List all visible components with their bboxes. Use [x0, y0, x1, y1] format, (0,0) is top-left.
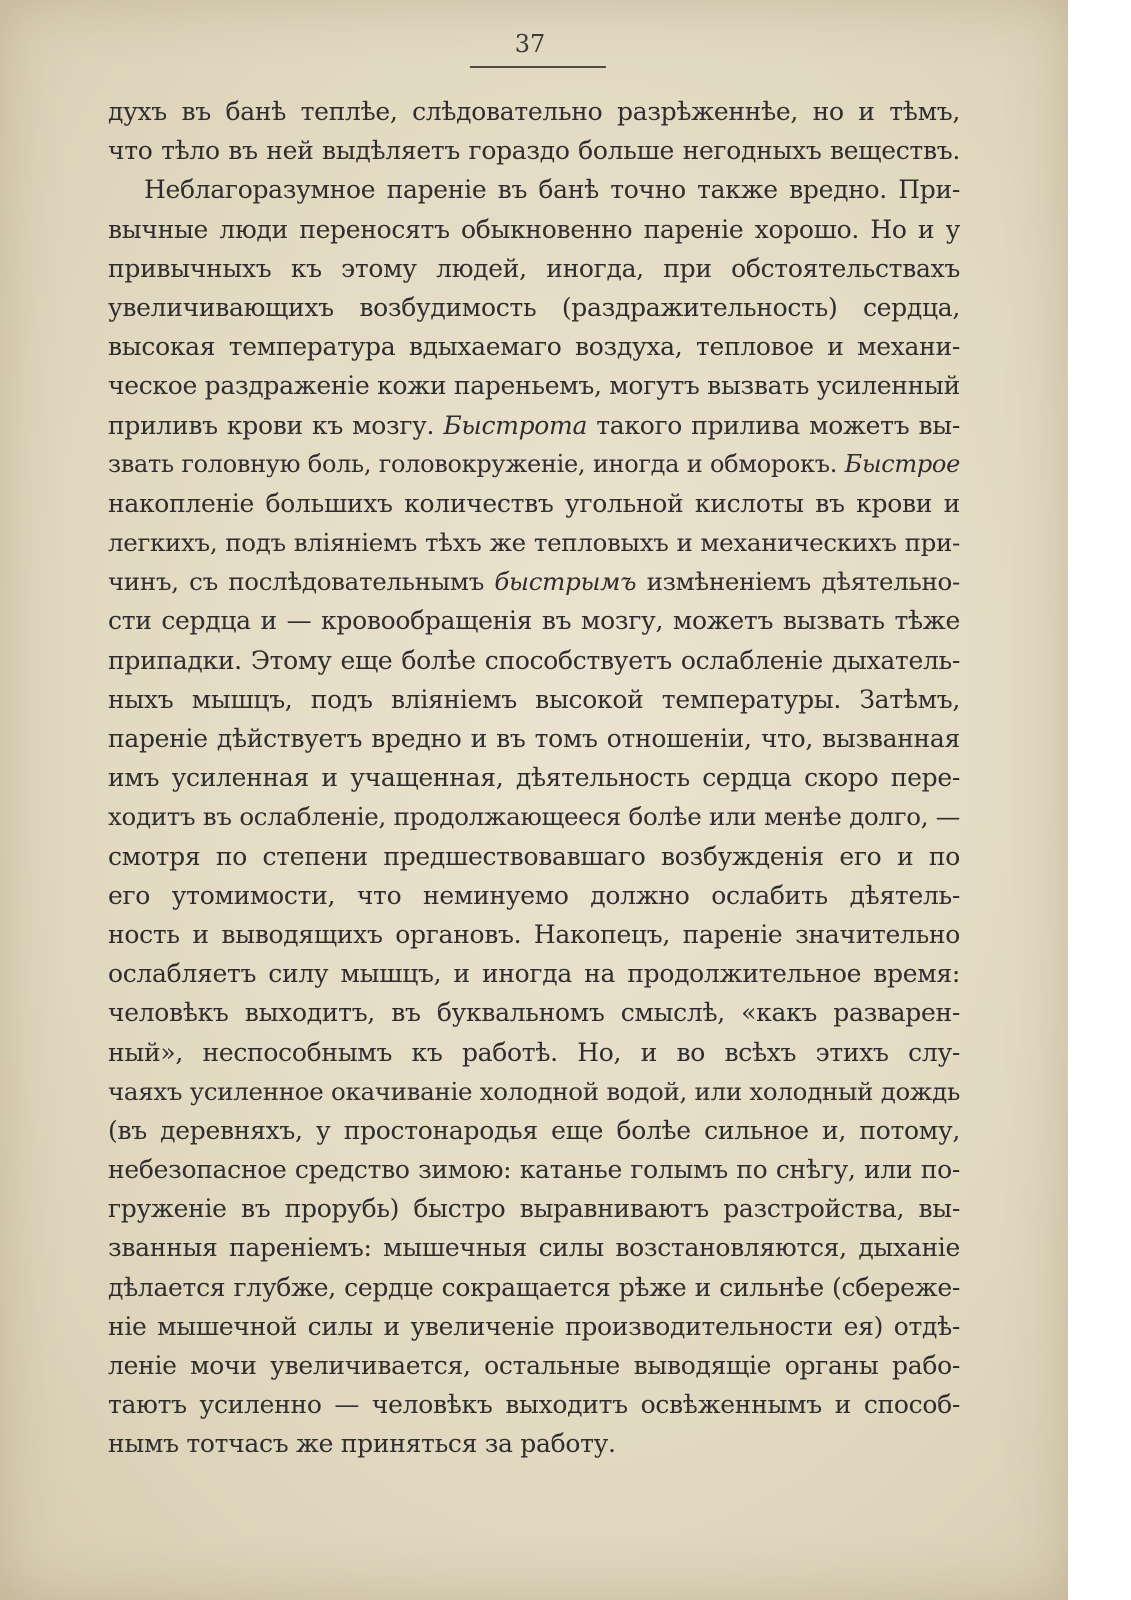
italic-phrase: Быстрота: [443, 410, 588, 440]
page-number: 37: [514, 30, 546, 58]
text-line: званныя пареніемъ: мышечныя силы возстановляются, дыханіе: [108, 1233, 960, 1263]
text-line: ходитъ въ ослабленіе, продолжающееся болѣе или менѣе долго, —: [108, 802, 960, 832]
line-segment: звать головную боль, головокруженіе, иногда и обморокъ.: [108, 449, 838, 478]
text-line: [108, 445, 960, 484]
text-line: имъ усиленная и учащенная, дѣятельность сердца скоро пере-: [108, 763, 960, 793]
line-segment: приливъ крови къ мозгу.: [108, 410, 435, 440]
body-text: [108, 92, 960, 1572]
text-line: леніе мочи увеличивается, остальные выводящіе органы рабо-: [108, 1351, 960, 1380]
text-line: (въ деревняхъ, у простонародья еще болѣе сильное и, потому,: [108, 1115, 960, 1145]
text-line: человѣкъ выходитъ, въ буквальномъ смыслѣ, «какъ разварен-: [108, 998, 960, 1028]
text-line: чаяхъ усиленное окачиваніе холодной водой, или холодный дождь: [108, 1076, 960, 1106]
text-line: что тѣло въ ней выдѣляетъ гораздо больше негодныхъ веществъ.: [108, 136, 960, 166]
text-line: увеличивающихъ возбудимость (раздражительность) сердца,: [108, 292, 960, 322]
text-line: таютъ усиленно — человѣкъ выходитъ освѣженнымъ и способ-: [108, 1390, 960, 1420]
text-line: Неблагоразумное пареніе въ банѣ точно также вредно. При-: [144, 175, 960, 205]
text-line: духъ въ банѣ теплѣе, слѣдовательно разрѣженнѣе, но и тѣмъ,: [108, 97, 960, 126]
text-line: [108, 562, 960, 601]
text-line: груженіе въ прорубь) быстро выравниваютъ разстройства, вы-: [108, 1194, 960, 1224]
line-segment: измѣненіемъ дѣятельно-: [646, 567, 960, 597]
text-line: сти сердца и — кровообращенія въ мозгу, можетъ вызвать тѣже: [108, 606, 960, 636]
scan-margin: [1068, 0, 1131, 1600]
page-number-rule: [470, 66, 606, 68]
text-line: ослабляетъ силу мышцъ, и иногда на продолжительное время:: [108, 959, 960, 989]
text-line: ныхъ мышцъ, подъ вліяніемъ высокой температуры. Затѣмъ,: [108, 684, 960, 714]
text-line: нымъ тотчасъ же приняться за работу.: [108, 1429, 616, 1459]
text-line: высокая температура вдыхаемаго воздуха, тепловое и механи-: [108, 332, 960, 362]
text-line: ный», неспособнымъ къ работѣ. Но, и во всѣхъ этихъ слу-: [108, 1037, 960, 1067]
text-line: вычные люди переносятъ обыкновенно пареніе хорошо. Но и у: [108, 214, 960, 244]
text-line: дѣлается глубже, сердце сокращается рѣже и сильнѣе (сбереже-: [108, 1272, 960, 1302]
text-line: небезопасное средство зимою: катанье голымъ по снѣгу, или по-: [108, 1155, 960, 1185]
text-line: привычныхъ къ этому людей, иногда, при обстоятельствахъ: [108, 253, 960, 283]
line-segment: такого прилива можетъ вы-: [596, 410, 960, 440]
italic-phrase: быстрымъ: [494, 567, 637, 597]
text-line: [108, 406, 960, 445]
text-line: ніе мышечной силы и увеличеніе производительности ея) отдѣ-: [108, 1311, 960, 1341]
text-line: смотря по степени предшествовавшаго возбужденія его и по: [108, 841, 960, 871]
text-line: пареніе дѣйствуетъ вредно и въ томъ отношеніи, что, вызванная: [108, 724, 960, 753]
text-line: припадки. Этому еще болѣе способствуетъ ослабленіе дыхатель-: [108, 645, 960, 675]
text-line: ность и выводящихъ органовъ. Накопецъ, пареніе значительно: [108, 919, 960, 949]
text-line: его утомимости, что неминуемо должно ослабить дѣятель-: [108, 880, 960, 910]
italic-phrase: Быстрое: [844, 449, 960, 478]
text-line: ческое раздраженіе кожи пареньемъ, могутъ вызвать усиленный: [108, 371, 960, 401]
line-segment: чинъ, съ послѣдовательнымъ: [108, 567, 484, 597]
text-line: накопленіе большихъ количествъ угольной кислоты въ крови и: [108, 488, 960, 518]
text-line: легкихъ, подъ вліяніемъ тѣхъ же тепловыхъ и механическихъ при-: [108, 528, 960, 558]
